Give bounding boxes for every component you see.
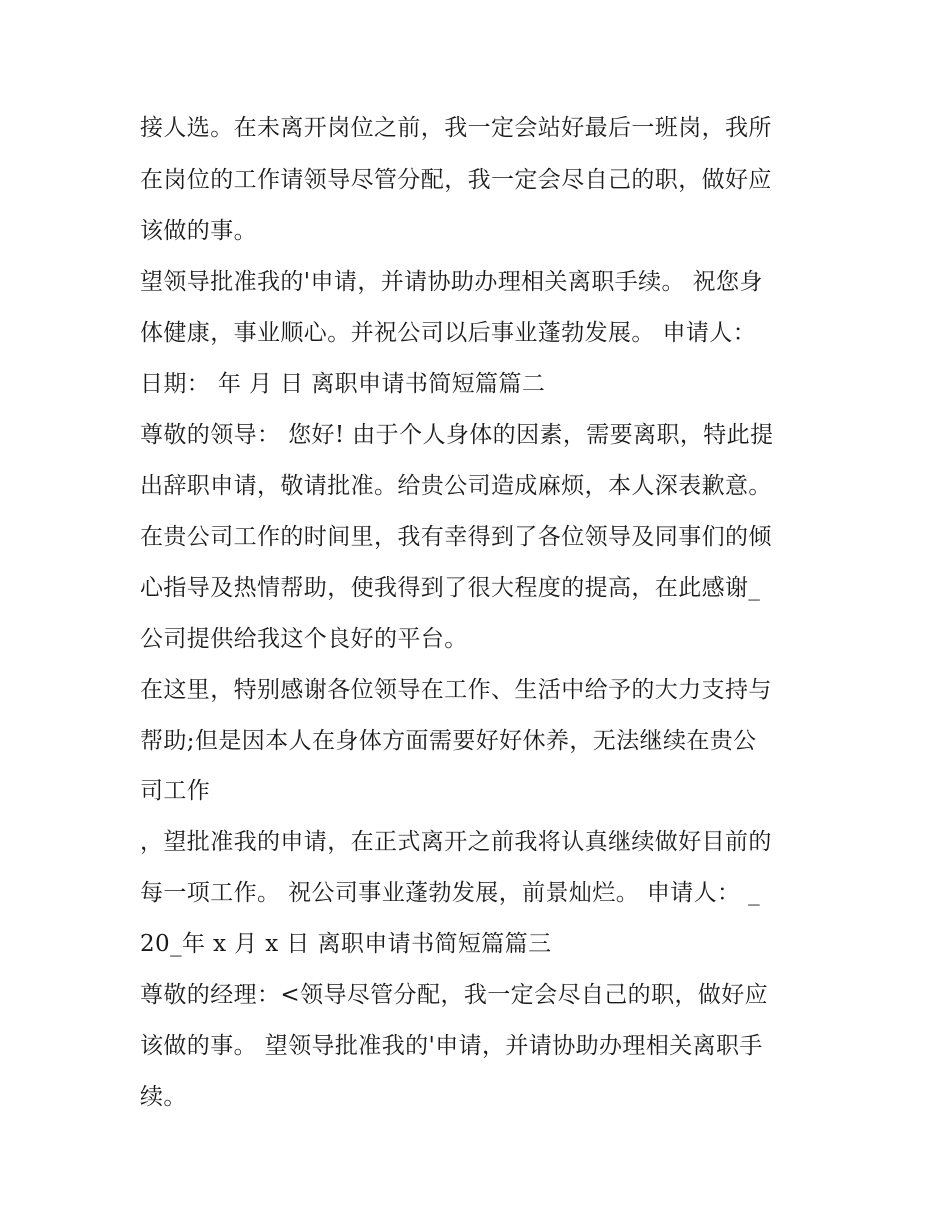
text-line: 体健康，事业顺心。并祝公司以后事业蓬勃发展。 申请人： — [140, 320, 757, 346]
text-line: 尊敬的经理：<领导尽管分配，我一定会尽自己的职，做好应 — [140, 982, 769, 1008]
text-line: 在岗位的工作请领导尽管分配，我一定会尽自己的职，做好应 — [140, 167, 772, 193]
text-line: 续。 — [140, 1084, 187, 1110]
text-line: 该做的事。 — [140, 218, 257, 244]
text-line: 司工作 — [140, 778, 211, 804]
text-line: 该做的事。 望领导批准我的'申请，并请协助办理相关离职手 — [140, 1033, 763, 1059]
text-line: 望领导批准我的'申请，并请协助办理相关离职手续。 祝您身 — [140, 269, 763, 295]
text-line: 心指导及热情帮助，使我得到了很大程度的提高，在此感谢_ — [140, 575, 761, 601]
text-line: ，望批准我的申请，在正式离开之前我将认真继续做好目前的 — [140, 829, 772, 855]
text-line: 日期： 年 月 日 离职申请书简短篇篇二 — [140, 371, 546, 397]
text-line: 尊敬的领导： 您好! 由于个人身体的因素，需要离职，特此提 — [140, 422, 774, 448]
text-line: 每一项工作。 祝公司事业蓬勃发展，前景灿烂。 申请人： _ — [140, 880, 761, 906]
text-line: 20_年 x 月 x 日 离职申请书简短篇篇三 — [140, 931, 552, 957]
text-line: 帮助;但是因本人在身体方面需要好好休养，无法继续在贵公 — [140, 728, 757, 754]
text-line: 在贵公司工作的时间里，我有幸得到了各位领导及同事们的倾 — [140, 524, 772, 550]
text-line: 接人选。在未离开岗位之前，我一定会站好最后一班岗，我所 — [140, 115, 772, 141]
text-line: 出辞职申请，敬请批准。给贵公司造成麻烦，本人深表歉意。 — [140, 473, 772, 499]
text-line: 在这里，特别感谢各位领导在工作、生活中给予的大力支持与 — [140, 677, 772, 703]
text-line: 公司提供给我这个良好的平台。 — [140, 626, 468, 652]
